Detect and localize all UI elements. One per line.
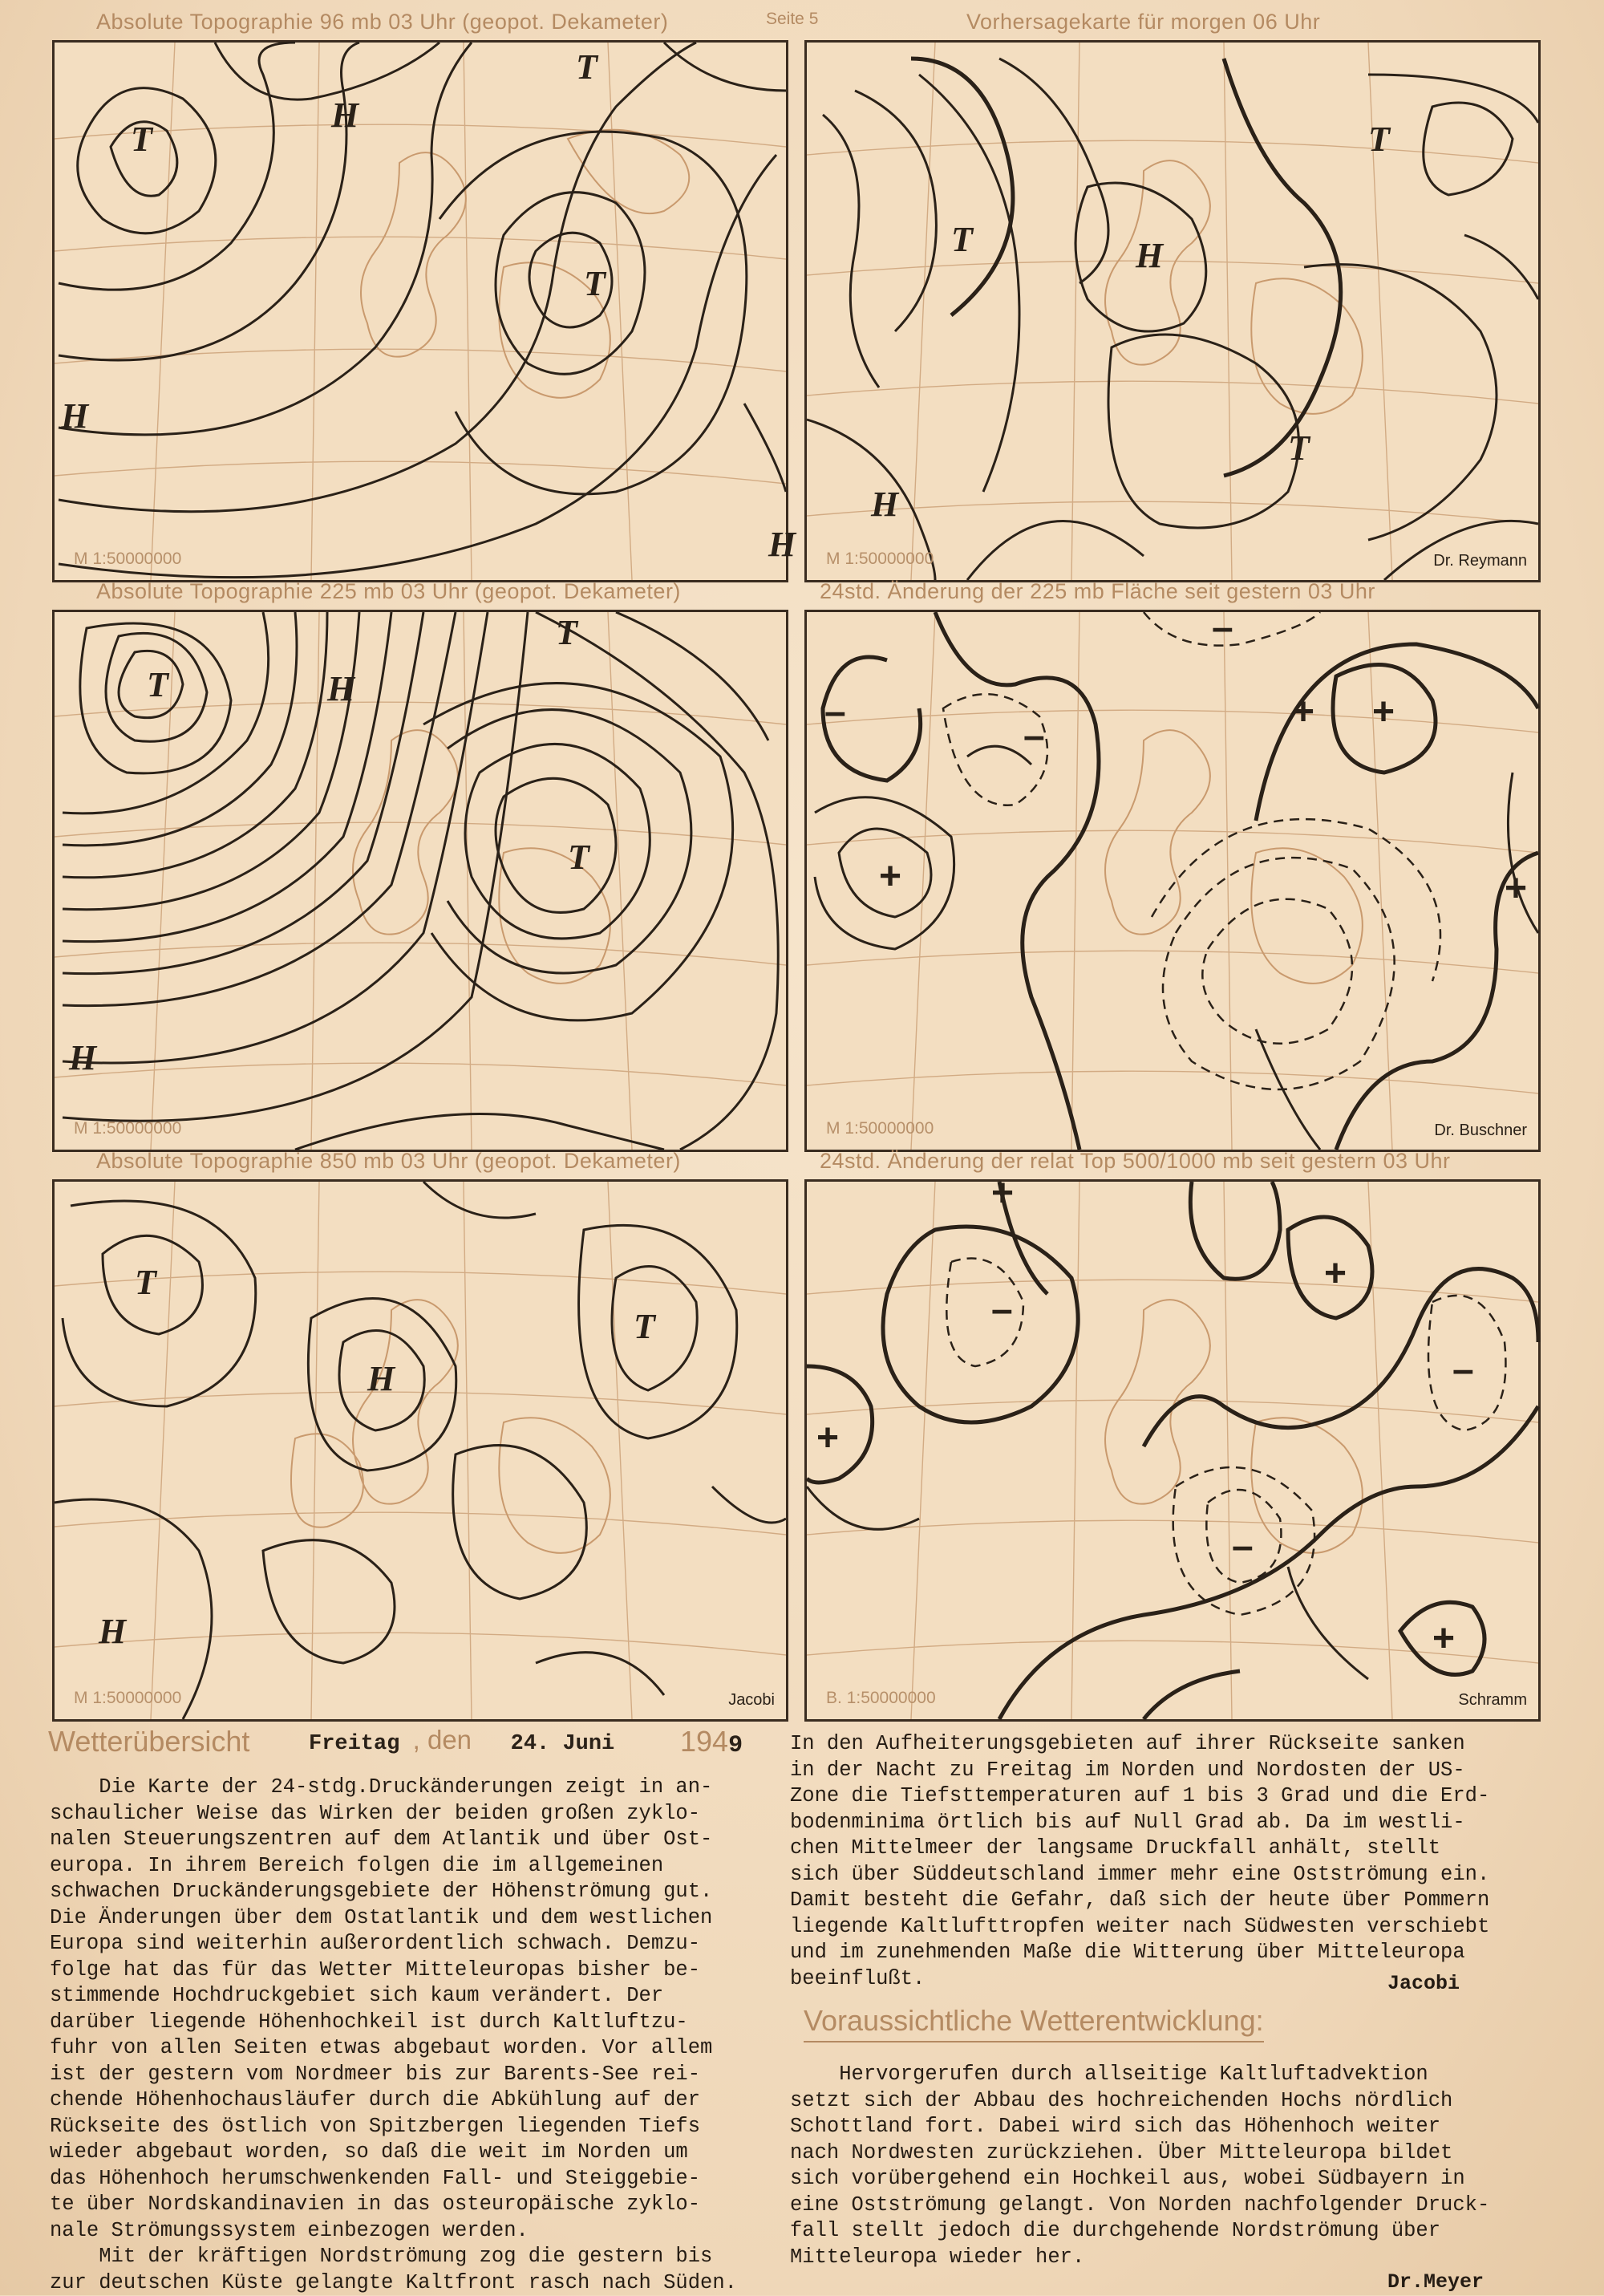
text-line: Damit besteht die Gefahr, daß sich der heute über Pommern — [790, 1888, 1489, 1914]
symbol-high: H — [367, 1359, 396, 1398]
symbol-high: H — [1135, 236, 1165, 275]
report-year-suffix: 9 — [728, 1732, 743, 1759]
symbol-fall: – — [1452, 1349, 1474, 1391]
panel-2-title: Vorhersagekarte für morgen 06 Uhr — [966, 10, 1320, 34]
symbol-rise: + — [1505, 867, 1527, 910]
symbol-high: H — [870, 485, 900, 524]
report-author-right: Jacobi — [1387, 1972, 1460, 1995]
text-line: nach Nordwesten zurückziehen. Über Mitteleuropa bildet — [790, 2140, 1489, 2167]
symbol-low: T — [951, 220, 974, 259]
symbol-rise: + — [991, 1172, 1014, 1215]
symbol-high: H — [330, 95, 360, 135]
symbol-low: T — [147, 665, 170, 704]
text-line: Die Karte der 24-stdg.Druckänderungen zeigt in an- — [50, 1775, 737, 1801]
text-line: in der Nacht zu Freitag im Norden und Nordosten der US- — [790, 1758, 1489, 1784]
text-line: Die Änderungen über dem Ostatlantik und dem westlichen — [50, 1905, 737, 1932]
page-number: Seite 5 — [766, 10, 818, 29]
text-line: das Höhenhoch herumschwenkenden Fall- und Steiggebie- — [50, 2166, 737, 2193]
text-line: nalen Steuerungszentren auf dem Atlantik und über Ost- — [50, 1827, 737, 1853]
map-scale: M 1:50000000 — [74, 550, 181, 569]
symbol-high: H — [768, 525, 797, 564]
map-96mb-chart — [55, 43, 786, 580]
symbol-low: T — [135, 1263, 158, 1302]
text-line: bodenminima örtlich bis auf Null Grad ab. Da im westli- — [790, 1810, 1489, 1836]
symbol-low: T — [634, 1307, 657, 1346]
symbol-fall: – — [1212, 606, 1233, 649]
text-line: te über Nordskandinavien in das osteuropäische zyklo- — [50, 2192, 737, 2218]
report-left-column — [50, 1775, 737, 2296]
map-signature: Dr. Buschner — [1434, 1122, 1527, 1140]
report-year — [680, 1725, 743, 1759]
symbol-high: H — [68, 1038, 98, 1077]
map-panel-forecast — [804, 40, 1541, 582]
text-line: sich über Süddeutschland immer mehr eine Ostströmung ein. — [790, 1862, 1489, 1888]
symbol-low: T — [131, 120, 154, 159]
text-line: schaulicher Weise das Wirken der beiden großen zyklo- — [50, 1801, 737, 1827]
report-weekday: Freitag — [309, 1732, 399, 1756]
text-line: Hervorgerufen durch allseitige Kaltluftadvektion — [790, 2062, 1489, 2088]
symbol-fall: – — [1232, 1525, 1254, 1568]
text-line: In den Aufheiterungsgebieten auf ihrer Rückseite sanken — [790, 1731, 1489, 1758]
text-line: europa. In ihrem Bereich folgen die im allgemeinen — [50, 1853, 737, 1880]
panel-4-title: 24std. Änderung der 225 mb Fläche seit gestern 03 Uhr — [820, 579, 1375, 604]
text-line: darüber liegende Höhenhochkeil ist durch Kaltluftzu- — [50, 2010, 737, 2036]
map-850mb-chart — [55, 1182, 786, 1719]
symbol-fall: – — [824, 691, 846, 733]
report-year-prefix: 194 — [680, 1725, 728, 1758]
symbol-rise: + — [1432, 1617, 1455, 1660]
symbol-fall: – — [1023, 715, 1045, 757]
text-line: Rückseite des östlich von Spitzbergen liegenden Tiefs — [50, 2114, 737, 2140]
map-signature: Jacobi — [728, 1691, 775, 1710]
text-line: Mit der kräftigen Nordströmung zog die gestern bis — [50, 2244, 737, 2270]
map-forecast-chart — [807, 43, 1538, 580]
text-line: zur deutschen Küste gelangte Kaltfront rasch nach Süden. — [50, 2270, 737, 2296]
map-panel-850mb — [52, 1179, 788, 1722]
text-line: chen Mittelmeer der langsame Druckfall anhält, stellt — [790, 1836, 1489, 1862]
text-line: Europa sind weiterhin außerordentlich schwach. Demzu- — [50, 1931, 737, 1957]
forecast-column — [790, 2062, 1489, 2270]
text-line: setzt sich der Abbau des hochreichenden Hochs nördlich — [790, 2088, 1489, 2115]
map-scale: M 1:50000000 — [74, 1119, 181, 1138]
symbol-rise: + — [1292, 691, 1314, 733]
symbol-fall: – — [991, 1288, 1013, 1331]
text-line: Zone die Tiefsttemperaturen auf 1 bis 3 Grad und die Erd- — [790, 1783, 1489, 1810]
text-line: ist der gestern vom Nordmeer bis zur Barents-See rei- — [50, 2062, 737, 2088]
symbol-high: H — [98, 1612, 128, 1651]
symbol-high: H — [326, 669, 356, 708]
symbol-rise: + — [879, 855, 901, 898]
text-line: chende Höhenhochausläufer durch die Abkühlung auf der — [50, 2087, 737, 2114]
forecast-title: Voraussichtliche Wetterentwicklung: — [804, 2004, 1264, 2038]
symbol-rise: + — [1372, 691, 1395, 733]
text-line: beeinflußt. — [790, 1966, 1489, 1993]
report-right-column — [790, 1731, 1489, 1992]
report-date: 24. Juni — [511, 1732, 615, 1756]
map-panel-225mb-change — [804, 610, 1541, 1152]
text-line: Schottland fort. Dabei wird sich das Höhenhoch weiter — [790, 2114, 1489, 2140]
text-line: fuhr von allen Seiten etwas abgebaut worden. Vor allem — [50, 2035, 737, 2062]
map-panel-96mb — [52, 40, 788, 582]
map-225mb-chart — [55, 612, 786, 1150]
map-scale: M 1:50000000 — [826, 1119, 934, 1138]
text-line: folge hat das für das Wetter Mitteleuropas bisher be- — [50, 1957, 737, 1984]
text-line: schwachen Druckänderungsgebiete der Höhenströmung gut. — [50, 1879, 737, 1905]
panel-1-title: Absolute Topographie 96 mb 03 Uhr (geopot. Dekameter) — [96, 10, 668, 34]
map-225mb-change-chart — [807, 612, 1538, 1150]
map-scale: M 1:50000000 — [826, 550, 934, 569]
map-scale: M 1:50000000 — [74, 1689, 181, 1708]
symbol-low: T — [576, 47, 599, 87]
text-line: Mitteleuropa wieder her. — [790, 2245, 1489, 2271]
text-line: stimmende Hochdruckgebiet sich kaum verändert. Der — [50, 1983, 737, 2010]
text-line: wieder abgebaut worden, so daß die weit im Norden um — [50, 2140, 737, 2166]
map-panel-500-1000-change — [804, 1179, 1541, 1722]
symbol-low: T — [556, 613, 579, 652]
map-signature: Schramm — [1458, 1691, 1527, 1710]
text-line: und im zunehmenden Maße die Witterung über Mitteleuropa — [790, 1940, 1489, 1966]
report-title: Wetterübersicht — [48, 1725, 249, 1759]
report-date-line — [309, 1725, 614, 1756]
map-scale: B. 1:50000000 — [826, 1689, 936, 1708]
symbol-low: T — [1368, 120, 1391, 159]
text-line: liegende Kaltlufttropfen weiter nach Südwesten verschiebt — [790, 1914, 1489, 1941]
panel-3-title: Absolute Topographie 225 mb 03 Uhr (geopot. Dekameter) — [96, 579, 681, 604]
text-line: fall stellt jedoch die durchgehende Nordströmung über — [790, 2218, 1489, 2245]
forecast-author: Dr.Meyer — [1387, 2270, 1484, 2294]
text-line: sich vorübergehend ein Hochkeil aus, wobei Südbayern in — [790, 2166, 1489, 2193]
map-500-1000-change-chart — [807, 1182, 1538, 1719]
text-line: nale Strömungssystem einbezogen werden. — [50, 2218, 737, 2245]
symbol-low: T — [1288, 428, 1311, 468]
panel-6-title: 24std. Änderung der relat Top 500/1000 mb seit gestern 03 Uhr — [820, 1149, 1451, 1174]
report-den: , den — [413, 1725, 472, 1754]
symbol-low: T — [568, 838, 591, 877]
map-signature: Dr. Reymann — [1433, 552, 1527, 570]
map-panel-225mb — [52, 610, 788, 1152]
symbol-rise: + — [1324, 1252, 1347, 1295]
symbol-rise: + — [816, 1417, 839, 1459]
text-line: eine Ostströmung gelangt. Von Norden nachfolgender Druck- — [790, 2193, 1489, 2219]
symbol-low: T — [584, 264, 607, 303]
symbol-high: H — [60, 396, 90, 436]
panel-5-title: Absolute Topographie 850 mb 03 Uhr (geopot. Dekameter) — [96, 1149, 681, 1174]
